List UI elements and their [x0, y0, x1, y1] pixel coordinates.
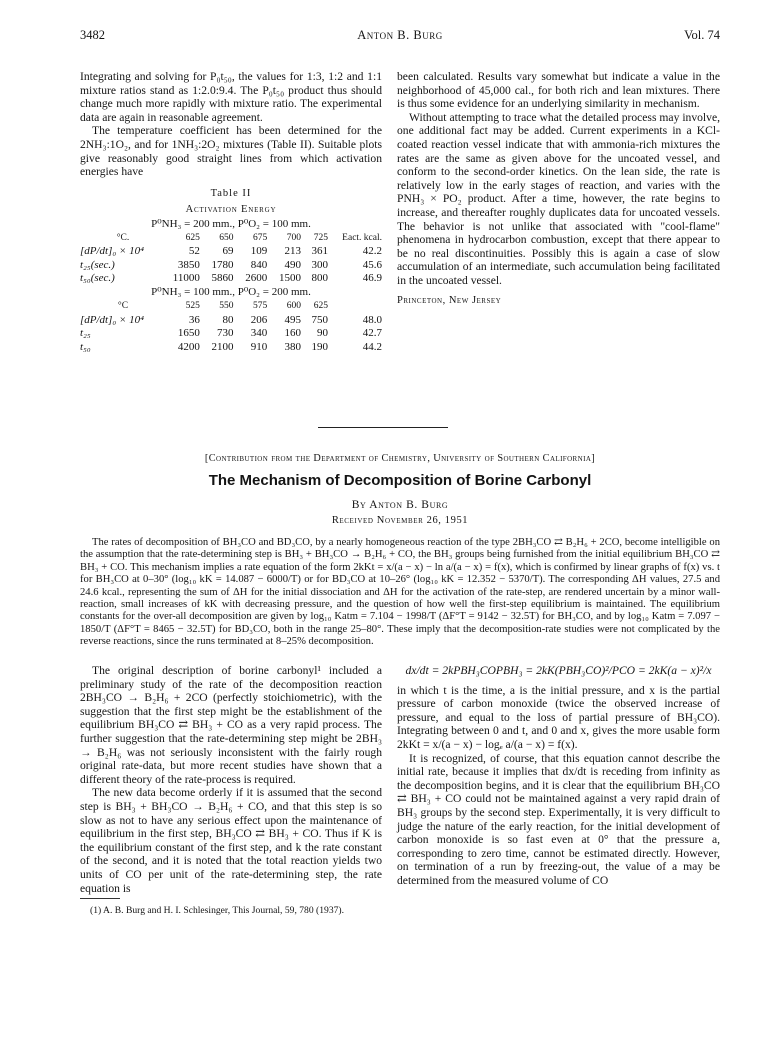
row-label: t₅₀: [80, 340, 91, 353]
temp-cell: 550: [219, 300, 234, 311]
temp-cell: 625: [185, 232, 200, 243]
table-row: [80, 245, 382, 259]
received-date: Received November 26, 1951: [331, 515, 469, 526]
cell: 2100: [211, 340, 234, 353]
paragraph: The new data become orderly if it is assumed that the second step is BH₃ + BH₃CO → B₂H₆ + CO, and that this step is so slow as not to have any serious effect upon the maintenance of equilibrium in the first step, BH₃CO ⇄ BH₃ + CO. Thus if K is the equilibrium constant of the first step, and k the rate constant of the second, and it is noted that the total reaction yields two units of CO per unit of the rate-determining step, the rate equation is: [80, 786, 382, 895]
running-author: Anton B. Burg: [357, 28, 443, 42]
right-column-bottom: [397, 664, 720, 888]
affiliation: Princeton, New Jersey: [397, 294, 502, 306]
running-header: [80, 28, 720, 46]
page-number: 3482: [80, 28, 105, 42]
row-label: [dP/dt]₀ × 10⁴: [80, 313, 144, 326]
volume-label: Vol. 74: [684, 28, 720, 42]
cell: 3850: [177, 258, 200, 271]
row-label: t₂₅(sec.): [80, 258, 115, 271]
cell: 380: [284, 340, 301, 353]
cell: 300: [311, 258, 329, 271]
cell: 90: [317, 327, 329, 340]
table-row: [80, 259, 382, 273]
cell: 1650: [177, 327, 200, 340]
cell: 340: [250, 327, 268, 340]
table-row: [80, 341, 382, 355]
section-divider: [318, 427, 448, 428]
left-column-top: [80, 70, 382, 354]
cell: 1500: [278, 272, 301, 285]
eact-cell: 45.6: [362, 258, 382, 271]
cell: 80: [222, 313, 234, 326]
table-row: [80, 314, 382, 328]
cell: 160: [284, 327, 301, 340]
footnote-rule: [80, 898, 120, 899]
row-label: t₂₅: [80, 327, 91, 340]
cell: 361: [311, 245, 329, 258]
cell: 69: [222, 245, 234, 258]
table-condition-row: [80, 286, 382, 300]
cell: 800: [311, 272, 329, 285]
row-label: [dP/dt]₀ × 10⁴: [80, 245, 144, 258]
cell: 910: [250, 340, 268, 353]
eact-header: Eact. kcal.: [342, 232, 382, 243]
paragraph: The original description of borine carbonyl¹ included a preliminary study of the rate of the decomposition reaction 2BH₃CO → B₂H₆ + 2CO (perfectly stoichiometric), with the suggestion that the first step might be the establishment of the equilibrium BH₃CO ⇄ BH₃ + CO as a very rapid process. The further suggestion that the rate-determining step might be 2BH₃ → B₂H₆ was not seriously inconsistent with the fairly rough original rate-data, but more recent studies have shown that a different theory of the rate-process is required.: [80, 664, 382, 786]
cell: 206: [250, 313, 268, 326]
unit-label: °C.: [116, 232, 130, 243]
eact-cell: 42.2: [362, 245, 382, 258]
table-caption: Table II: [210, 187, 252, 199]
cell: 52: [188, 245, 200, 258]
table-row: [80, 272, 382, 286]
table-condition-1: P⁰NH₃ = 200 mm., P⁰O₂ = 100 mm.: [151, 217, 311, 230]
cell: 1780: [211, 258, 234, 271]
temp-cell: 600: [286, 300, 301, 311]
unit-label: °C: [117, 300, 129, 311]
paragraph: been calculated. Results vary somewhat but indicate a value in the neighborhood of 45,000 cal., for both rich and lean mixtures. There is thus some evidence for an underlying similarity in mechanism.: [397, 70, 720, 111]
temp-cell: 625: [313, 300, 329, 311]
cell: 5860: [211, 272, 234, 285]
cell: 190: [311, 340, 329, 353]
cell: 36: [188, 313, 200, 326]
cell: 213: [284, 245, 301, 258]
contribution-line: [Contribution from the Department of Chemistry, University of Southern California]: [204, 453, 596, 464]
paragraph: Integrating and solving for P₀t₅₀, the values for 1:3, 1:2 and 1:1 mixture ratios stand as 1:2.0:9.4. The P₀t₅₀ product thus should change much more rapidly with mixture ratio. The experimental data are again in reasonable agreement.: [80, 70, 382, 124]
right-column-top: [397, 70, 720, 307]
eact-cell: 46.9: [362, 272, 382, 285]
abstract-text: The rates of decomposition of BH₃CO and BD₃CO, by a nearly homogeneous reaction of the type 2BH₃CO ⇄ B₂H₆ + 2CO, become intelligible on the assumption that the rate-determining step is BH₃ + BH₃CO → B₂H₆ + CO, the BH₃ groups being furnished from the initial equilibrium BH₃CO ⇄ BH₃ + CO. This mechanism implies a rate equation of the form 2kKt = x/(a − x) − ln a/(a − x) = f(x), which is confirmed by linear graphs of f(x) vs. t for BH₃CO at 0–30° (log₁₀ kK = 14.087 − 6000/T) or for BD₃CO at 10–26° (log₁₀ kK = 12.352 − 5370/T). The corresponding ΔH values, 27.5 and 24.6 kcal., representing the sum of ΔH for the initial dissociation and ΔH for the activation of the rate-step, are rendered uncertain by a minor wall-reaction, small increases of kK with decreasing pressure, and the question of how well the first-step equilibrium is maintained. The equilibrium constants for the over-all decomposition are given by log₁₀ Katm = 7.104 − 1998/T (ΔF°T = 9142 − 32.5T) for BH₃CO, and by log₁₀ Katm = 7.097 − 1850/T (ΔF°T = 8465 − 32.5T) for BD₃CO, both in the range 25–80°. These imply that the decomposition-rate studies were not complicated by the reverse reactions, since the runs terminated at 8–25% decomposition.: [80, 537, 720, 648]
article-title: The Mechanism of Decomposition of Borine Carbonyl: [208, 472, 592, 489]
paragraph: It is recognized, of course, that this equation cannot describe the initial rate, because it implies that dx/dt is receding from infinity as the decomposition begins, and it is clear that the equilibrium BH₃CO ⇄ BH₃ + CO could not be maintained against a very rapid drain of BH₃ groups by the second step. Experimentally, it is very difficult to judge the nature of the early reaction, for the initial development of carbon monoxide is so fast even at 0° that the pressure a, corresponding to zero time, cannot be estimated directly. However, on termination of a run by freezing-out, the value of a may be determined from the measured volume of CO: [397, 751, 720, 887]
paragraph: The temperature coefficient has been determined for the 2NH₃:1O₂, and for 1NH₃:2O₂ mixtures (Table II). Suitable plots give reasonably good straight lines from which activation energies have: [80, 124, 382, 179]
paragraph: Without attempting to trace what the detailed process may involve, one additional fact may be added. Current experiments in a KCl-coated reaction vessel indicate that with ammonia-rich mixtures the rates are the same as given above for the uncoated vessel, and conform to the second-order kinetics. On the lean side, the rate is relatively low in the early stages of reaction, and varies with the PNH₃ × PO₂ product. After a time, however, the rate begins to increase, and thereafter roughly duplicates data for uncoated vessels. The behavior is not unlike that associated with "cool-flame" phenomena in hydrocarbon combustion, except that there appear to be no real discontinuities. Possibly this is again a case of slow accumulation of an intermediate, such accumulation being facilitated in the uncoated vessel.: [397, 110, 720, 287]
cell: 495: [284, 313, 301, 326]
temp-cell: 700: [286, 232, 301, 243]
table-row: [80, 327, 382, 341]
table-header-row: [80, 300, 382, 314]
cell: 730: [217, 327, 234, 340]
cell: 840: [250, 258, 268, 271]
cell: 109: [250, 245, 268, 258]
table-subtitle: Activation Energy: [185, 204, 277, 216]
footnote: (1) A. B. Burg and H. I. Schlesinger, This Journal, 59, 780 (1937).: [90, 905, 345, 917]
temp-cell: 675: [252, 232, 268, 243]
eact-cell: 42.7: [362, 327, 382, 340]
cell: 2600: [245, 272, 268, 285]
row-label: t₅₀(sec.): [80, 272, 115, 285]
abstract: [80, 537, 720, 649]
left-column-bottom: [80, 664, 382, 917]
cell: 11000: [172, 272, 200, 285]
table-condition-2: P⁰NH₃ = 100 mm., P⁰O₂ = 200 mm.: [151, 286, 311, 299]
table-header-row: [80, 232, 382, 246]
temp-cell: 725: [313, 232, 329, 243]
eact-cell: 44.2: [362, 340, 382, 353]
temp-cell: 650: [219, 232, 234, 243]
byline: By Anton B. Burg: [351, 499, 449, 511]
temp-cell: 575: [252, 300, 268, 311]
cell: 490: [284, 258, 301, 271]
temp-cell: 525: [185, 300, 200, 311]
cell: 750: [311, 313, 329, 326]
rate-equation: dx/dt = 2kPBH₃COPBH₃ = 2kK(PBH₃CO)²/PCO = 2kK(a − x)²/x: [405, 664, 712, 677]
activation-energy-table: [80, 232, 382, 355]
eact-cell: 48.0: [362, 313, 382, 326]
paragraph: in which t is the time, a is the initial pressure, and x is the partial pressure of carbon monoxide (twice the observed increase of pressure, and equal to the loss of partial pressure of BH₃CO). Integrating between 0 and t, and 0 and x, gives the more usable form 2kKt = x/(a − x) − logₑ a/(a − x) = f(x).: [397, 683, 720, 751]
cell: 4200: [177, 340, 200, 353]
